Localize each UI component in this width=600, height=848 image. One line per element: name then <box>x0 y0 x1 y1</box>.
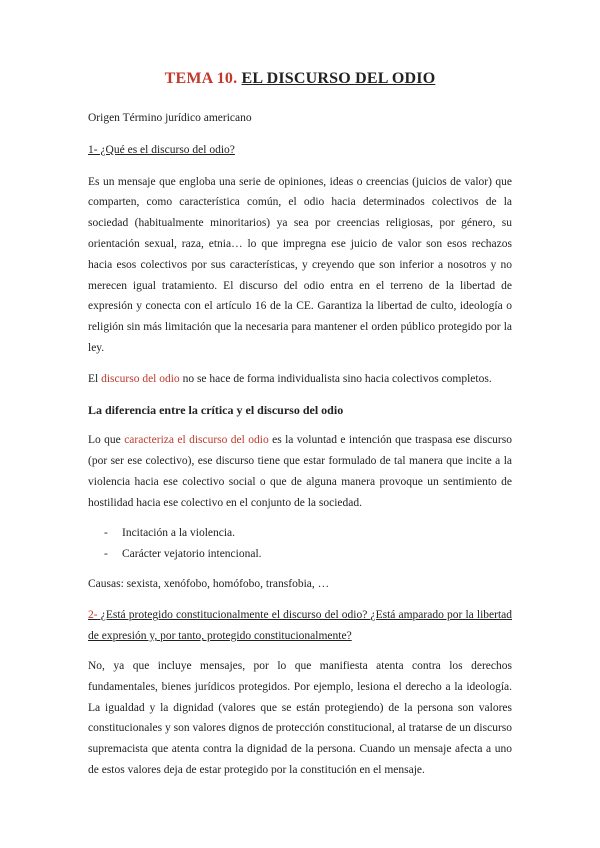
paragraph-characteristics-before: Lo que <box>88 434 125 447</box>
paragraph-characteristics <box>88 430 512 513</box>
page-title <box>88 70 512 88</box>
question-2-number: 2- <box>88 609 98 622</box>
list-item-text: Incitación a la violencia. <box>122 526 236 539</box>
question-2-text: ¿Está protegido constitucionalmente el discurso del odio? ¿Está amparado por la libertad de expresión y, por tanto, protegido constitucionalmente? <box>88 609 512 643</box>
title-text: EL DISCURSO DEL ODIO <box>241 70 436 87</box>
paragraph-protection: No, ya que incluye mensajes, por lo que manifiesta atenta contra los derechos fundamentales, bienes jurídicos protegidos. Por ejemplo, lesiona el derecho a la ideología. La igualdad y la dignidad (valores que se están protegiendo) de la persona son valores constitucionales y son valores dignos de protección constitucional, al tratarse de un discurso supremacista que atenta contra la dignidad de la persona. Cuando un mensaje afecta a uno de estos valores deja de estar protegido por la constitución en el mensaje. <box>88 659 512 776</box>
paragraph-collectives-before: El <box>88 372 102 385</box>
causas-line: Causas: sexista, xenófobo, homófobo, transfobia, … <box>88 577 330 590</box>
highlight-discurso-del-odio: discurso del odio <box>101 372 180 385</box>
paragraph-collectives-after: no se hace de forma individualista sino hacia colectivos completos. <box>179 372 492 385</box>
subheading-difference: La diferencia entre la crítica y el discurso del odio <box>88 402 344 417</box>
question-2-heading <box>88 605 512 647</box>
dash-bullet: - <box>104 547 108 560</box>
question-1-heading: 1- ¿Qué es el discurso del odio? <box>88 143 235 156</box>
paragraph-collectives <box>88 369 512 390</box>
paragraph-characteristics-after: es la voluntad e intención que traspasa ese discurso (por ser ese colectivo), ese discurso tiene que estar formulado de tal manera que incite a la violencia hacia ese colectivo social o que de alguna manera provoque un sentimiento de hostilidad hacia ese colectivo en el conjunto de la sociedad. <box>88 434 512 509</box>
dash-bullet: - <box>104 526 108 539</box>
paragraph-definition: Es un mensaje que engloba una serie de opiniones, ideas o creencias (juicios de valor) que comparten, como característica común, el odio hacia determinados colectivos de la sociedad (habitualmente minoritarios) ya sea por creencias religiosas, por género, su orientación sexual, raza, etnia… lo que impregna ese juicio de valor son esos rechazos hacia esos colectivos por sus características, y creyendo que son inferior a nosotros y no merecen igual tratamiento. El discurso del odio entra en el terreno de la libertad de expresión y conecta con el artículo 16 de la CE. Garantiza la libertad de culto, ideología o religión sin más limitación que la necesaria para mantener el orden público protegido por la ley. <box>88 175 512 354</box>
list-item <box>104 544 512 565</box>
origin-line: Origen Término jurídico americano <box>88 112 252 124</box>
list-item-text: Carácter vejatorio intencional. <box>122 547 262 560</box>
bullet-list <box>88 523 512 565</box>
highlight-caracteriza: caracteriza el discurso del odio <box>124 434 269 447</box>
title-number: TEMA 10. <box>164 70 238 87</box>
list-item <box>104 523 512 544</box>
